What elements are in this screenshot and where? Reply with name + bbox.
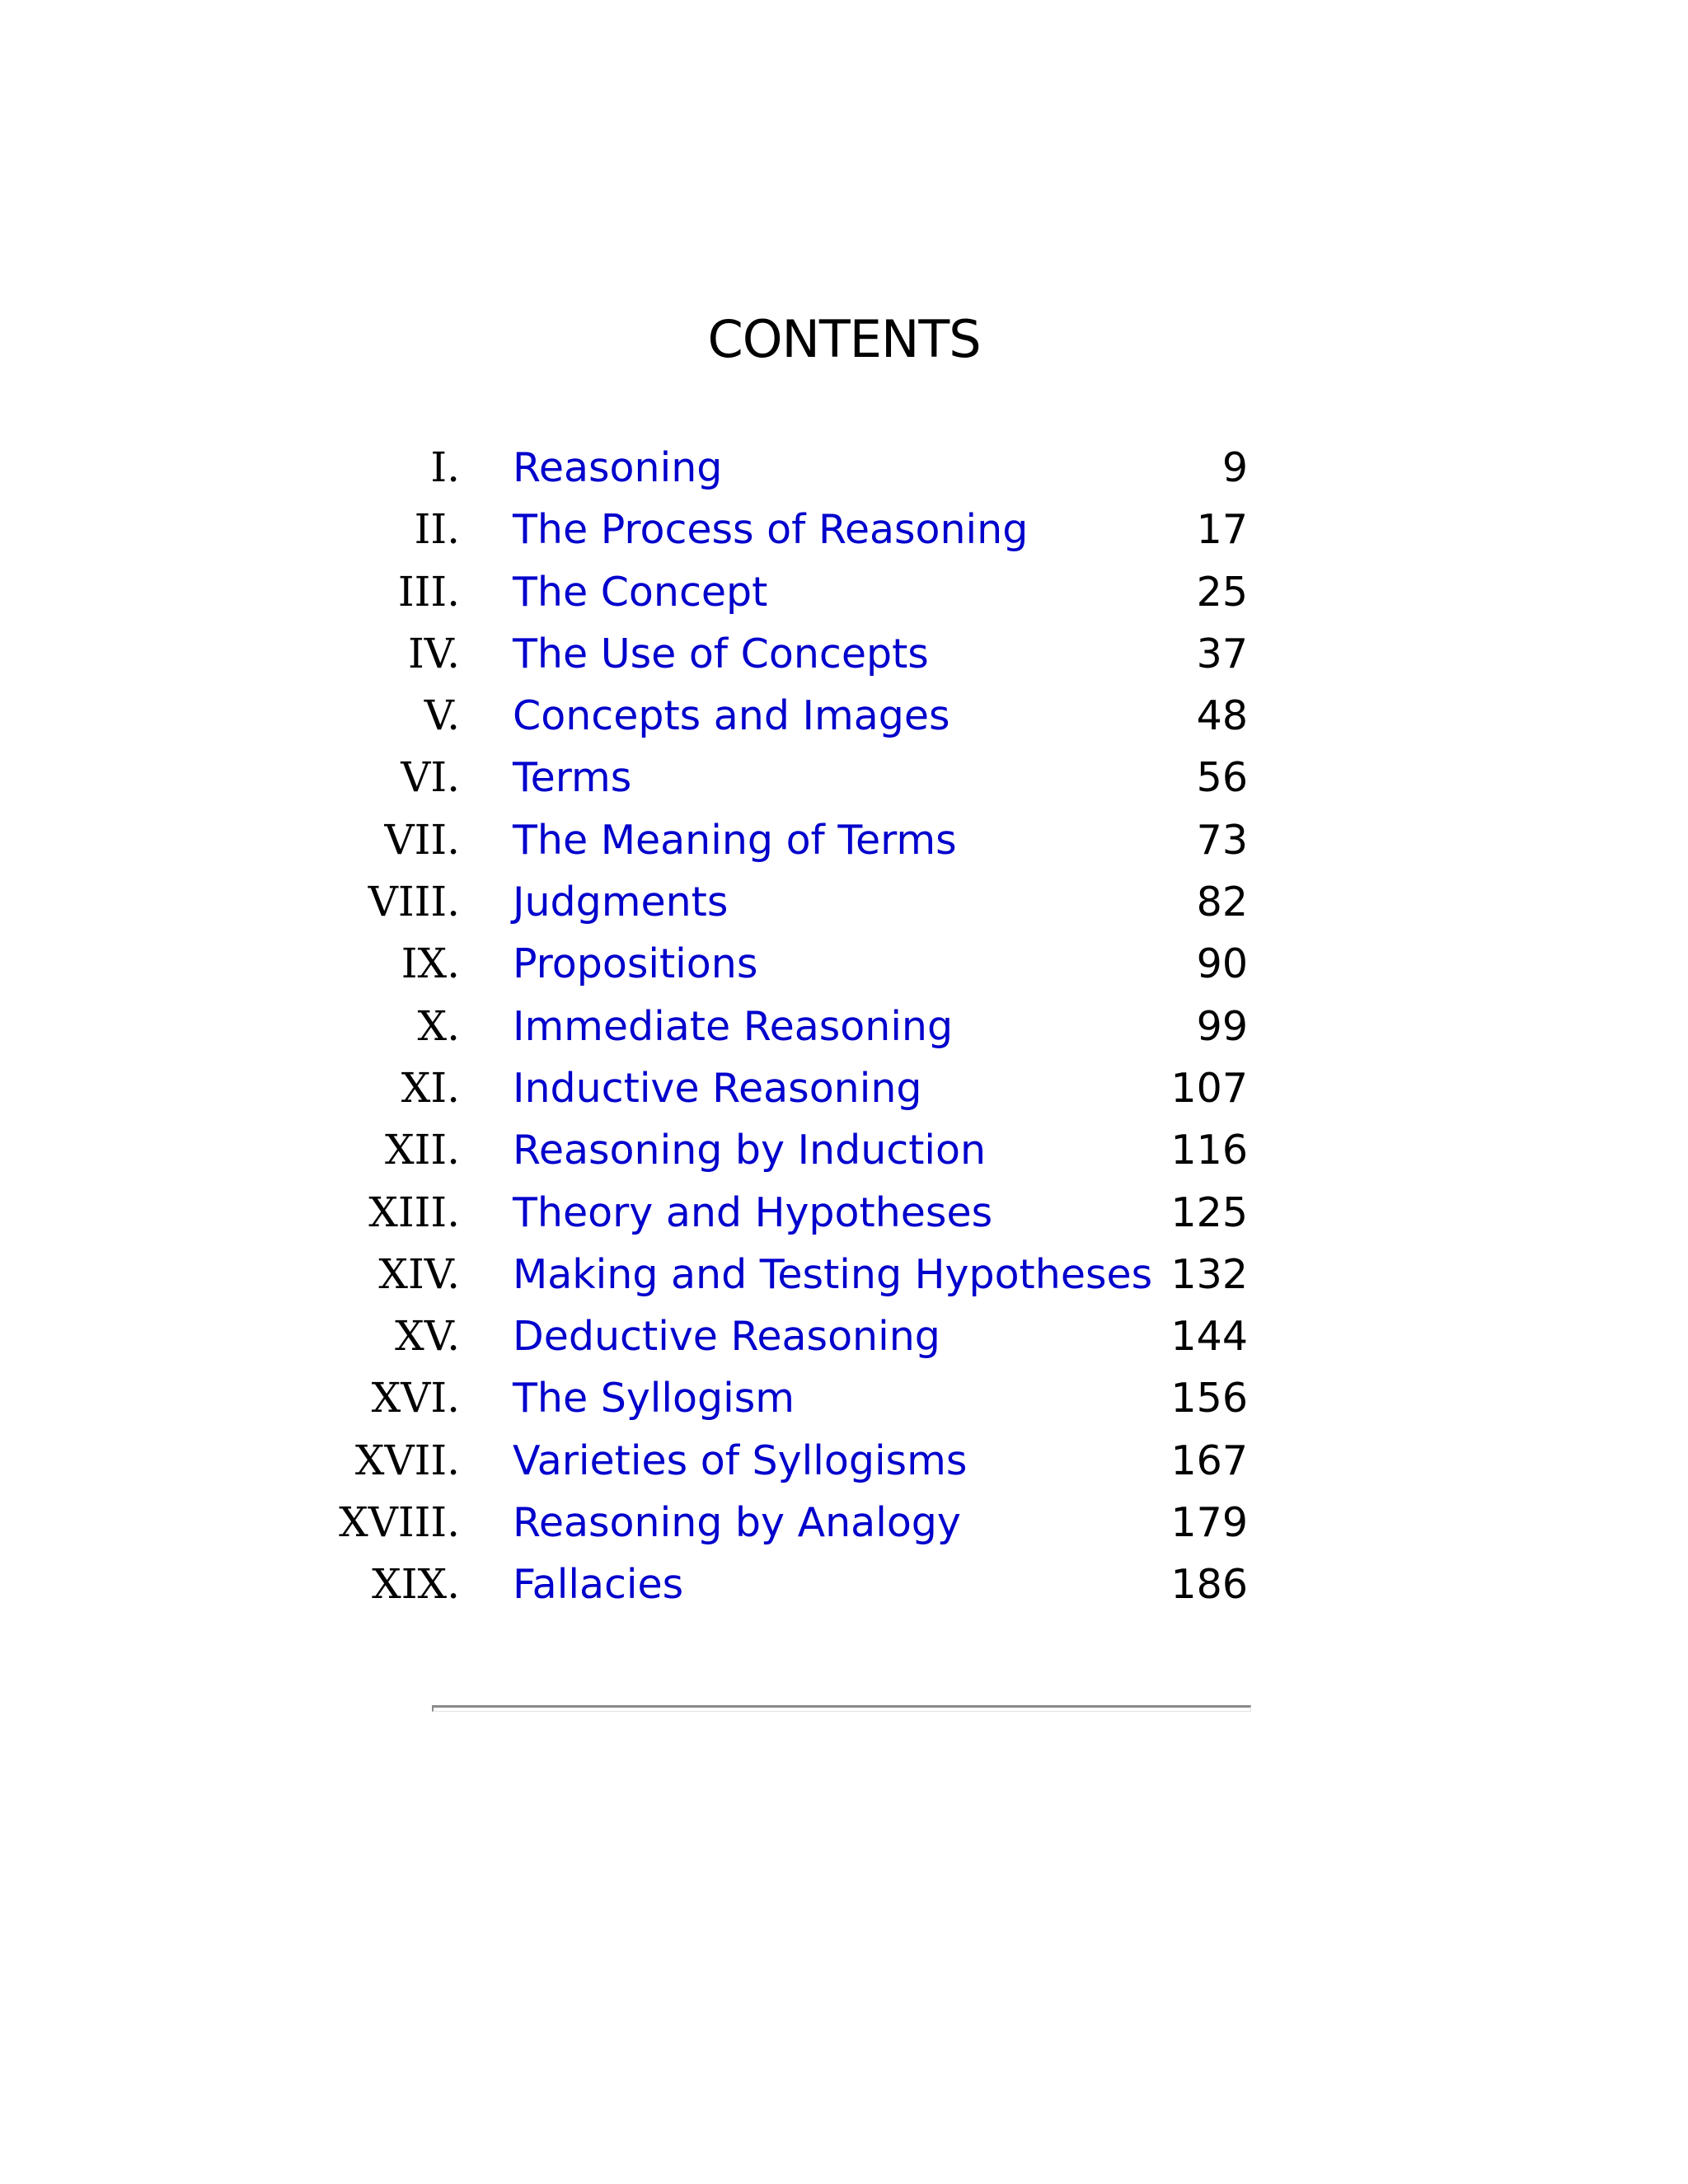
chapter-numeral: VII. xyxy=(384,815,460,864)
chapter-numeral: XIV. xyxy=(378,1249,460,1298)
chapter-numeral: III. xyxy=(397,567,460,616)
toc-row xyxy=(0,1554,1688,1615)
page-number: 48 xyxy=(1196,692,1248,740)
toc-row xyxy=(0,1367,1688,1429)
page-number: 99 xyxy=(1196,1002,1248,1050)
page-number: 156 xyxy=(1170,1375,1248,1422)
toc-row xyxy=(0,1244,1688,1305)
chapter-numeral: XIII. xyxy=(368,1188,460,1236)
chapter-link[interactable]: Reasoning xyxy=(513,444,723,491)
toc-row xyxy=(0,1182,1688,1244)
chapter-link[interactable]: Judgments xyxy=(513,879,729,926)
page-number: 125 xyxy=(1170,1188,1248,1236)
toc-row xyxy=(0,933,1688,995)
chapter-numeral: XVII. xyxy=(354,1436,460,1484)
page-number: 82 xyxy=(1196,879,1248,926)
chapter-numeral: XI. xyxy=(401,1063,460,1112)
horizontal-rule xyxy=(432,1705,1251,1712)
chapter-link[interactable]: Making and Testing Hypotheses xyxy=(513,1250,1153,1298)
page-number: 37 xyxy=(1196,630,1248,677)
table-of-contents xyxy=(0,437,1688,1616)
toc-row xyxy=(0,499,1688,560)
chapter-numeral: XVIII. xyxy=(339,1498,460,1547)
toc-row xyxy=(0,1119,1688,1181)
chapter-link[interactable]: The Use of Concepts xyxy=(513,630,929,677)
toc-row xyxy=(0,685,1688,747)
chapter-numeral: I. xyxy=(430,443,460,491)
chapter-link[interactable]: Reasoning by Induction xyxy=(513,1127,987,1174)
chapter-link[interactable]: Propositions xyxy=(513,940,758,988)
page-number: 116 xyxy=(1170,1127,1248,1174)
toc-row xyxy=(0,1057,1688,1119)
chapter-link[interactable]: The Meaning of Terms xyxy=(513,816,957,864)
toc-row xyxy=(0,1430,1688,1492)
chapter-numeral: V. xyxy=(424,691,460,740)
chapter-numeral: XVI. xyxy=(371,1374,460,1422)
page-number: 144 xyxy=(1170,1313,1248,1361)
chapter-link[interactable]: The Concept xyxy=(513,568,768,616)
chapter-link[interactable]: Terms xyxy=(513,754,632,802)
chapter-numeral: VI. xyxy=(401,753,460,802)
toc-row xyxy=(0,437,1688,499)
page-number: 107 xyxy=(1170,1064,1248,1112)
chapter-link[interactable]: Reasoning by Analogy xyxy=(513,1499,961,1547)
toc-row xyxy=(0,996,1688,1057)
page-number: 25 xyxy=(1196,568,1248,616)
chapter-numeral: IV. xyxy=(407,629,460,677)
chapter-link[interactable]: Concepts and Images xyxy=(513,692,950,740)
page-number: 73 xyxy=(1196,816,1248,864)
chapter-numeral: VIII. xyxy=(368,878,460,926)
toc-row xyxy=(0,871,1688,933)
chapter-link[interactable]: The Syllogism xyxy=(513,1375,795,1422)
page-number: 179 xyxy=(1170,1499,1248,1547)
chapter-numeral: XII. xyxy=(385,1126,460,1174)
page-number: 90 xyxy=(1196,940,1248,988)
page-number: 9 xyxy=(1221,444,1248,491)
chapter-link[interactable]: The Process of Reasoning xyxy=(513,506,1029,554)
page-number: 56 xyxy=(1196,754,1248,802)
chapter-numeral: II. xyxy=(414,505,460,554)
chapter-numeral: X. xyxy=(417,1001,460,1050)
toc-row xyxy=(0,1305,1688,1367)
toc-row xyxy=(0,561,1688,623)
chapter-link[interactable]: Immediate Reasoning xyxy=(513,1002,954,1050)
page-number: 17 xyxy=(1196,506,1248,554)
toc-row xyxy=(0,747,1688,808)
page-number: 167 xyxy=(1170,1436,1248,1484)
chapter-link[interactable]: Inductive Reasoning xyxy=(513,1064,922,1112)
chapter-numeral: XV. xyxy=(395,1312,460,1361)
toc-row xyxy=(0,623,1688,685)
toc-row xyxy=(0,1492,1688,1554)
page-title: CONTENTS xyxy=(707,309,981,369)
chapter-link[interactable]: Deductive Reasoning xyxy=(513,1313,940,1361)
page-number: 132 xyxy=(1170,1250,1248,1298)
chapter-link[interactable]: Theory and Hypotheses xyxy=(513,1188,993,1236)
page-number: 186 xyxy=(1170,1561,1248,1609)
toc-row xyxy=(0,809,1688,871)
chapter-link[interactable]: Varieties of Syllogisms xyxy=(513,1436,968,1484)
chapter-numeral: IX. xyxy=(401,940,460,988)
chapter-link[interactable]: Fallacies xyxy=(513,1561,684,1609)
chapter-numeral: XIX. xyxy=(372,1560,460,1609)
